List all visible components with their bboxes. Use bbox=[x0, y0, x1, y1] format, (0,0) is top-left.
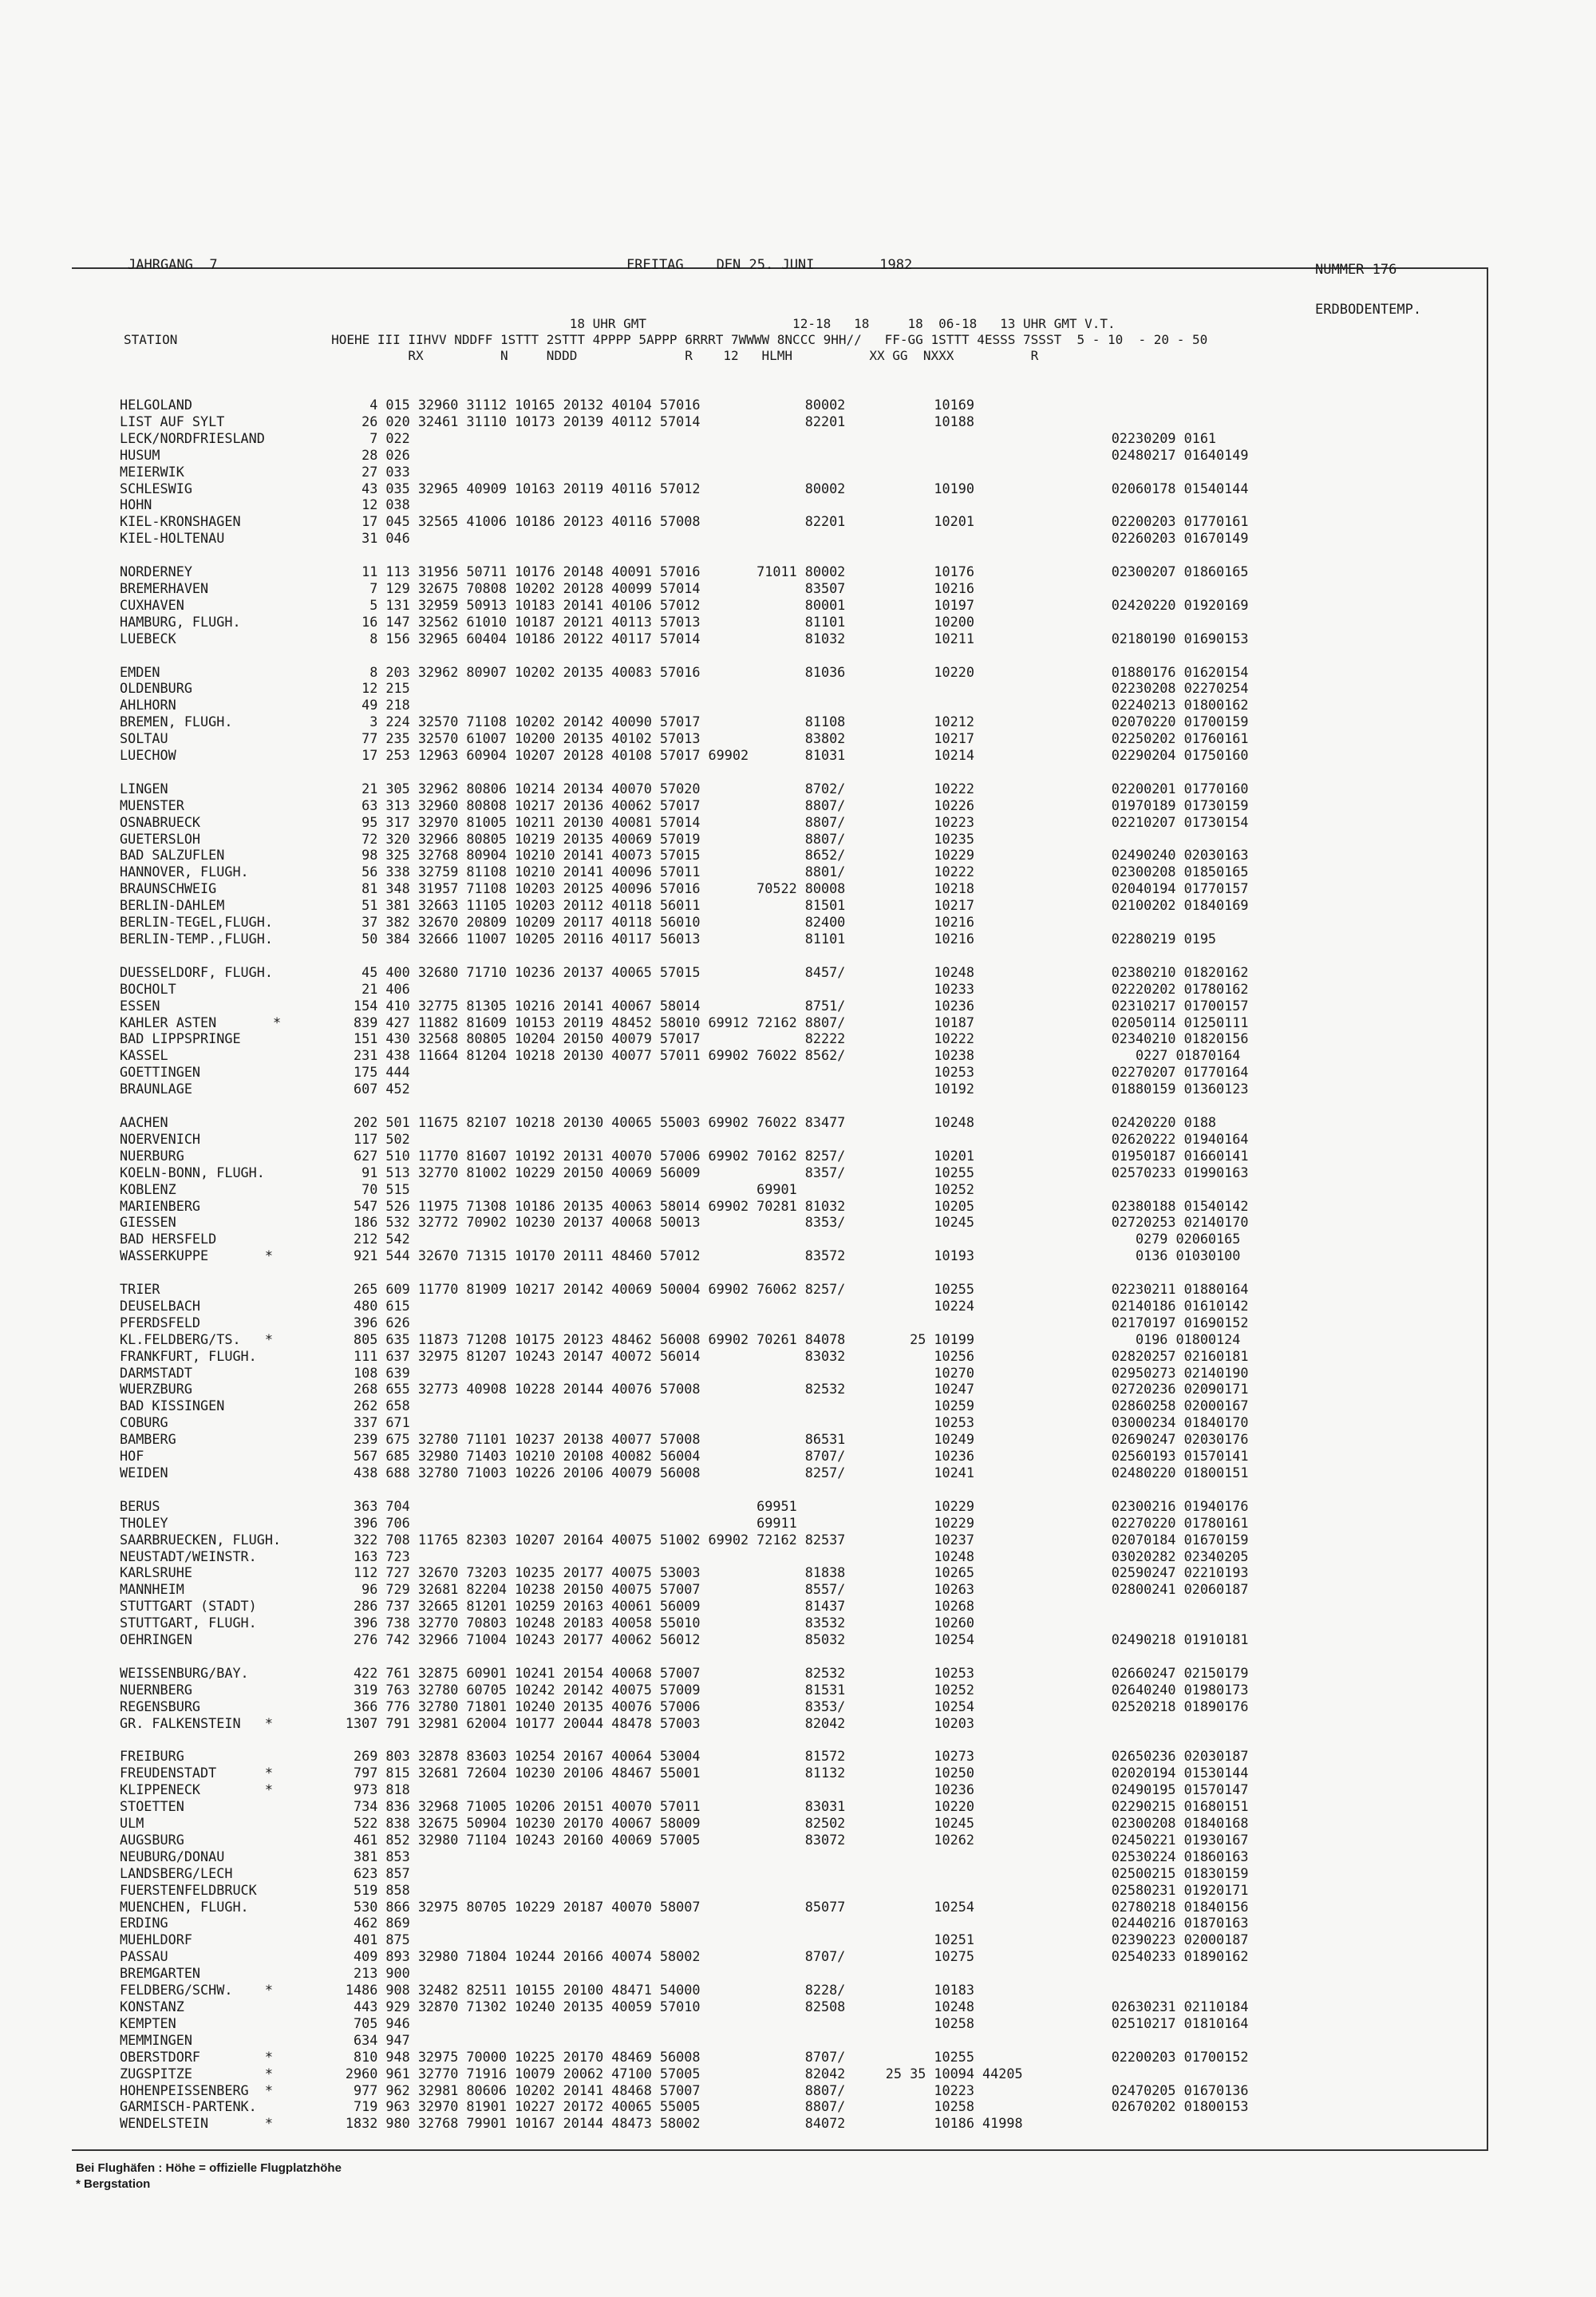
station-row: AUGSBURG 461 852 32980 71104 10243 20160 40069 57005 83072 10262 02450221 01930167 bbox=[120, 1831, 1249, 1848]
station-row: FUERSTENFELDBRUCK 519 858 02580231 01920171 bbox=[120, 1881, 1249, 1898]
station-row: FREUDENSTADT * 797 815 32681 72604 10230 20106 48467 55001 81132 10250 02020194 01530144 bbox=[120, 1765, 1249, 1781]
station-row: BAD HERSFELD 212 542 0279 02060165 bbox=[120, 1231, 1241, 1247]
station-row: LIST AUF SYLT 26 020 32461 31110 10173 20139 40112 57014 82201 10188 bbox=[120, 413, 974, 429]
station-row: SAARBRUECKEN, FLUGH. 322 708 11765 82303 10207 20164 40075 51002 69902 72162 82537 10237 02070184 01670159 bbox=[120, 1531, 1249, 1548]
station-row: WUERZBURG 268 655 32773 40908 10228 20144 40076 57008 82532 10247 02720236 02090171 bbox=[120, 1381, 1249, 1398]
group-spacer bbox=[120, 1648, 1248, 1665]
station-row: KIEL-KRONSHAGEN 17 045 32565 41006 10186 20123 40116 57008 82201 10201 02200203 01770161 bbox=[120, 513, 1249, 530]
station-row: MUENCHEN, FLUGH. 530 866 32975 80705 10229 20187 40070 58007 85077 10254 02780218 01840156 bbox=[120, 1898, 1249, 1915]
station-row: BAD SALZUFLEN 98 325 32768 80904 10210 20141 40073 57015 8652/ 10229 02490240 02030163 bbox=[120, 847, 1249, 864]
station-row: STOETTEN 734 836 32968 71005 10206 20151 40070 57011 83031 10220 02290215 01680151 bbox=[120, 1798, 1249, 1815]
station-row: KEMPTEN 705 946 10258 02510217 01810164 bbox=[120, 2014, 1249, 2031]
station-row: MEIERWIK 27 033 bbox=[120, 463, 410, 480]
station-row: STUTTGART, FLUGH. 396 738 32770 70803 10248 20183 40058 55010 83532 10260 bbox=[120, 1615, 974, 1631]
footnote-mountain-station: * Bergstation bbox=[76, 2177, 151, 2191]
station-row: HOHN 12 038 bbox=[120, 496, 410, 513]
station-row: EMDEN 8 203 32962 80907 10202 20135 40083 57016 81036 10220 01880176 01620154 bbox=[120, 663, 1249, 680]
station-row: ERDING 462 869 02440216 01870163 bbox=[120, 1915, 1249, 1931]
group-spacer bbox=[120, 1732, 1248, 1749]
station-row: HAMBURG, FLUGH. 16 147 32562 61010 10187 20121 40113 57013 81101 10200 bbox=[120, 613, 974, 630]
station-row: FRANKFURT, FLUGH. 111 637 32975 81207 10243 20147 40072 56014 83032 10256 02820257 02160181 bbox=[120, 1347, 1249, 1364]
station-row: GOETTINGEN 175 444 10253 02270207 01770164 bbox=[120, 1064, 1249, 1081]
station-row: MUEHLDORF 401 875 10251 02390223 02000187 bbox=[120, 1931, 1249, 1948]
group-spacer bbox=[120, 1264, 1248, 1281]
station-row: LUECHOW 17 253 12963 60904 10207 20128 40108 57017 69902 81031 10214 02290204 01750160 bbox=[120, 747, 1249, 764]
station-row: NORDERNEY 11 113 31956 50711 10176 20148 40091 57016 71011 80002 10176 02300207 01860165 bbox=[120, 563, 1249, 580]
station-row: FREIBURG 269 803 32878 83603 10254 20167 40064 53004 81572 10273 02650236 02030187 bbox=[120, 1748, 1249, 1765]
station-row: HELGOLAND 4 015 32960 31112 10165 20132 40104 57016 80002 10169 bbox=[120, 397, 974, 413]
station-row: ULM 522 838 32675 50904 10230 20170 40067 58009 82502 10245 02300208 01840168 bbox=[120, 1815, 1249, 1832]
station-row: WEIDEN 438 688 32780 71003 10226 20106 40079 56008 8257/ 10241 02480220 01800151 bbox=[120, 1465, 1249, 1481]
station-row: LINGEN 21 305 32962 80806 10214 20134 40070 57020 8702/ 10222 02200201 01770160 bbox=[120, 780, 1249, 797]
station-row: GARMISCH-PARTENK. 719 963 32970 81901 10227 20172 40065 55005 8807/ 10258 02670202 01800153 bbox=[120, 2098, 1249, 2115]
group-spacer bbox=[120, 1097, 1248, 1114]
issue-number: NUMMER 176 bbox=[1315, 262, 1397, 278]
date-line: FREITAG DEN 25. JUNI 1982 bbox=[626, 257, 913, 273]
station-row: WEISSENBURG/BAY. 422 761 32875 60901 10241 20154 40068 57007 82532 10253 02660247 02150179 bbox=[120, 1664, 1249, 1681]
footnote-airports: Bei Flughäfen : Höhe = offizielle Flugplatzhöhe bbox=[76, 2161, 342, 2175]
station-row: BAD KISSINGEN 262 658 10259 02860258 02000167 bbox=[120, 1398, 1249, 1414]
station-row: MARIENBERG 547 526 11975 71308 10186 20135 40063 58014 69902 70281 81032 10205 02380188 01540142 bbox=[120, 1197, 1249, 1214]
group-spacer bbox=[120, 764, 1248, 781]
station-row: BREMEN, FLUGH. 3 224 32570 71108 10202 20142 40090 57017 81108 10212 02070220 01700159 bbox=[120, 714, 1249, 730]
station-row: NEUBURG/DONAU 381 853 02530224 01860163 bbox=[120, 1848, 1249, 1864]
station-row: MUENSTER 63 313 32960 80808 10217 20136 40062 57017 8807/ 10226 01970189 01730159 bbox=[120, 797, 1249, 813]
header-line: RX N NDDD R 12 HLMH XX GG NXXX R bbox=[124, 348, 1039, 363]
soil-temp-heading: ERDBODENTEMP. bbox=[1315, 302, 1422, 318]
station-row: THOLEY 396 706 69911 10229 02270220 01780161 bbox=[120, 1514, 1249, 1531]
station-row: HUSUM 28 026 02480217 01640149 bbox=[120, 446, 1249, 463]
station-row: LUEBECK 8 156 32965 60404 10186 20122 40117 57014 81032 10211 02180190 01690153 bbox=[120, 630, 1249, 646]
group-spacer bbox=[120, 647, 1248, 664]
station-row: BRAUNLAGE 607 452 10192 01880159 01360123 bbox=[120, 1081, 1249, 1097]
station-row: BRAUNSCHWEIG 81 348 31957 71108 10203 20125 40096 57016 70522 80008 10218 02040194 01770157 bbox=[120, 880, 1249, 897]
station-row: FELDBERG/SCHW. * 1486 908 32482 82511 10155 20100 48471 54000 8228/ 10183 bbox=[120, 1982, 974, 1999]
station-row: WENDELSTEIN * 1832 980 32768 79901 10167 20144 48473 58002 84072 10186 41998 bbox=[120, 2115, 1023, 2132]
group-spacer bbox=[120, 547, 1248, 563]
station-row: PFERDSFELD 396 626 02170197 01690152 bbox=[120, 1314, 1249, 1330]
station-row: DARMSTADT 108 639 10270 02950273 02140190 bbox=[120, 1364, 1249, 1381]
station-row: LECK/NORDFRIESLAND 7 022 02230209 0161 bbox=[120, 429, 1217, 446]
station-row: COBURG 337 671 10253 03000234 01840170 bbox=[120, 1414, 1249, 1431]
station-row: WASSERKUPPE * 921 544 32670 71315 10170 20111 48460 57012 83572 10193 0136 01030100 bbox=[120, 1247, 1241, 1264]
group-spacer bbox=[120, 947, 1248, 964]
station-row: NUERNBERG 319 763 32780 60705 10242 20142 40075 57009 81531 10252 02640240 01980173 bbox=[120, 1681, 1249, 1698]
station-row: GIESSEN 186 532 32772 70902 10230 20137 40068 50013 8353/ 10245 02720253 02140170 bbox=[120, 1214, 1249, 1231]
station-row: KARLSRUHE 112 727 32670 73203 10235 20177 40075 53003 81838 10265 02590247 02210193 bbox=[120, 1564, 1249, 1581]
station-row: BERUS 363 704 69951 10229 02300216 01940176 bbox=[120, 1497, 1249, 1514]
station-row: OBERSTDORF * 810 948 32975 70000 10225 20170 48469 56008 8707/ 10255 02200203 01700152 bbox=[120, 2048, 1249, 2065]
station-row: KOBLENZ 70 515 69901 10252 bbox=[120, 1180, 974, 1197]
station-row: KAHLER ASTEN * 839 427 11882 81609 10153 20119 48452 58010 69912 72162 8807/ 10187 02050114 01250111 bbox=[120, 1014, 1249, 1030]
group-spacer bbox=[120, 1481, 1248, 1498]
station-row: KONSTANZ 443 929 32870 71302 10240 20135 40059 57010 82508 10248 02630231 02110184 bbox=[120, 1999, 1249, 2014]
station-row: BERLIN-TEMP.,FLUGH. 50 384 32666 11007 10205 20116 40117 56013 81101 10216 02280219 0195 bbox=[120, 931, 1217, 947]
station-table bbox=[120, 397, 1248, 2132]
station-row: OLDENBURG 12 215 02230208 02270254 bbox=[120, 680, 1249, 697]
station-row: DUESSELDORF, FLUGH. 45 400 32680 71710 10236 20137 40065 57015 8457/ 10248 02380210 01820162 bbox=[120, 963, 1249, 980]
station-row: BREMERHAVEN 7 129 32675 70808 10202 20128 40099 57014 83507 10216 bbox=[120, 579, 974, 596]
station-row: OEHRINGEN 276 742 32966 71004 10243 20177 40062 56012 85032 10254 02490218 01910181 bbox=[120, 1631, 1249, 1648]
header-line: STATION HOEHE III IIHVV NDDFF 1STTT 2STTT 4PPPP 5APPP 6RRRT 7WWWW 8NCCC 9HH// FF-GG 1STTT 4ESSS 7SSST 5 - 10 - 20 - 50 bbox=[124, 332, 1208, 347]
station-row: BREMGARTEN 213 900 bbox=[120, 1965, 410, 1982]
station-row: PASSAU 409 893 32980 71804 10244 20166 40074 58002 8707/ 10275 02540233 01890162 bbox=[120, 1948, 1249, 1965]
station-row: NUERBURG 627 510 11770 81607 10192 20131 40070 57006 69902 70162 8257/ 10201 01950187 01660141 bbox=[120, 1147, 1249, 1164]
station-row: GR. FALKENSTEIN * 1307 791 32981 62004 10177 20044 48478 57003 82042 10203 bbox=[120, 1714, 974, 1731]
station-row: GUETERSLOH 72 320 32966 80805 10219 20135 40069 57019 8807/ 10235 bbox=[120, 830, 974, 847]
station-row: REGENSBURG 366 776 32780 71801 10240 20135 40076 57006 8353/ 10254 02520218 01890176 bbox=[120, 1698, 1249, 1714]
station-row: NOERVENICH 117 502 02620222 01940164 bbox=[120, 1130, 1249, 1147]
station-row: HOHENPEISSENBERG * 977 962 32981 80606 10202 20141 48468 57007 8807/ 10223 02470205 01670136 bbox=[120, 2082, 1249, 2098]
header-line: 18 UHR GMT 12-18 18 18 06-18 13 UHR GMT V.T. bbox=[124, 316, 1116, 331]
station-row: HANNOVER, FLUGH. 56 338 32759 81108 10210 20141 40096 57011 8801/ 10222 02300208 01850165 bbox=[120, 864, 1249, 880]
station-row: KIEL-HOLTENAU 31 046 02260203 01670149 bbox=[120, 530, 1249, 547]
station-row: CUXHAVEN 5 131 32959 50913 10183 20141 40106 57012 80001 10197 02420220 01920169 bbox=[120, 596, 1249, 613]
station-row: KOELN-BONN, FLUGH. 91 513 32770 81002 10229 20150 40069 56009 8357/ 10255 02570233 01990163 bbox=[120, 1164, 1249, 1180]
station-row: BERLIN-TEGEL,FLUGH. 37 382 32670 20809 10209 20117 40118 56010 82400 10216 bbox=[120, 914, 974, 931]
station-row: STUTTGART (STADT) 286 737 32665 81201 10259 20163 40061 56009 81437 10268 bbox=[120, 1598, 974, 1615]
station-row: HOF 567 685 32980 71403 10210 20108 40082 56004 8707/ 10236 02560193 01570141 bbox=[120, 1448, 1249, 1465]
station-row: TRIER 265 609 11770 81909 10217 20142 40069 50004 69902 76062 8257/ 10255 02230211 01880164 bbox=[120, 1281, 1249, 1298]
column-header bbox=[124, 316, 1207, 364]
station-row: AHLHORN 49 218 02240213 01800162 bbox=[120, 697, 1249, 714]
station-row: NEUSTADT/WEINSTR. 163 723 10248 03020282 02340205 bbox=[120, 1548, 1249, 1564]
station-row: MANNHEIM 96 729 32681 82204 10238 20150 40075 57007 8557/ 10263 02800241 02060187 bbox=[120, 1581, 1249, 1598]
station-row: ESSEN 154 410 32775 81305 10216 20141 40067 58014 8751/ 10236 02310217 01700157 bbox=[120, 997, 1249, 1014]
jahrgang-label: JAHRGANG 7 bbox=[128, 257, 218, 273]
station-row: OSNABRUECK 95 317 32970 81005 10211 20130 40081 57014 8807/ 10223 02210207 01730154 bbox=[120, 813, 1249, 830]
station-row: ZUGSPITZE * 2960 961 32770 71916 10079 20062 47100 57005 82042 25 35 10094 44205 bbox=[120, 2065, 1023, 2082]
station-row: KLIPPENECK * 973 818 10236 02490195 01570147 bbox=[120, 1781, 1249, 1798]
station-row: BAD LIPPSPRINGE 151 430 32568 80805 10204 20150 40079 57017 82222 10222 02340210 01820156 bbox=[120, 1030, 1249, 1047]
station-row: MEMMINGEN 634 947 bbox=[120, 2031, 410, 2048]
station-row: SCHLESWIG 43 035 32965 40909 10163 20119 40116 57012 80002 10190 02060178 01540144 bbox=[120, 480, 1249, 496]
station-row: BAMBERG 239 675 32780 71101 10237 20138 40077 57008 86531 10249 02690247 02030176 bbox=[120, 1431, 1249, 1448]
station-row: DEUSELBACH 480 615 10224 02140186 01610142 bbox=[120, 1297, 1249, 1314]
station-row: SOLTAU 77 235 32570 61007 10200 20135 40102 57013 83802 10217 02250202 01760161 bbox=[120, 730, 1249, 747]
station-row: AACHEN 202 501 11675 82107 10218 20130 40065 55003 69902 76022 83477 10248 02420220 0188 bbox=[120, 1113, 1217, 1130]
station-row: BOCHOLT 21 406 10233 02220202 01780162 bbox=[120, 980, 1249, 997]
station-row: LANDSBERG/LECH 623 857 02500215 01830159 bbox=[120, 1864, 1249, 1881]
station-row: KL.FELDBERG/TS. * 805 635 11873 71208 10175 20123 48462 56008 69902 70261 84078 25 10199 0196 01800124 bbox=[120, 1330, 1241, 1347]
station-row: KASSEL 231 438 11664 81204 10218 20130 40077 57011 69902 76022 8562/ 10238 0227 01870164 bbox=[120, 1047, 1241, 1064]
station-row: BERLIN-DAHLEM 51 381 32663 11105 10203 20112 40118 56011 81501 10217 02100202 01840169 bbox=[120, 897, 1249, 914]
